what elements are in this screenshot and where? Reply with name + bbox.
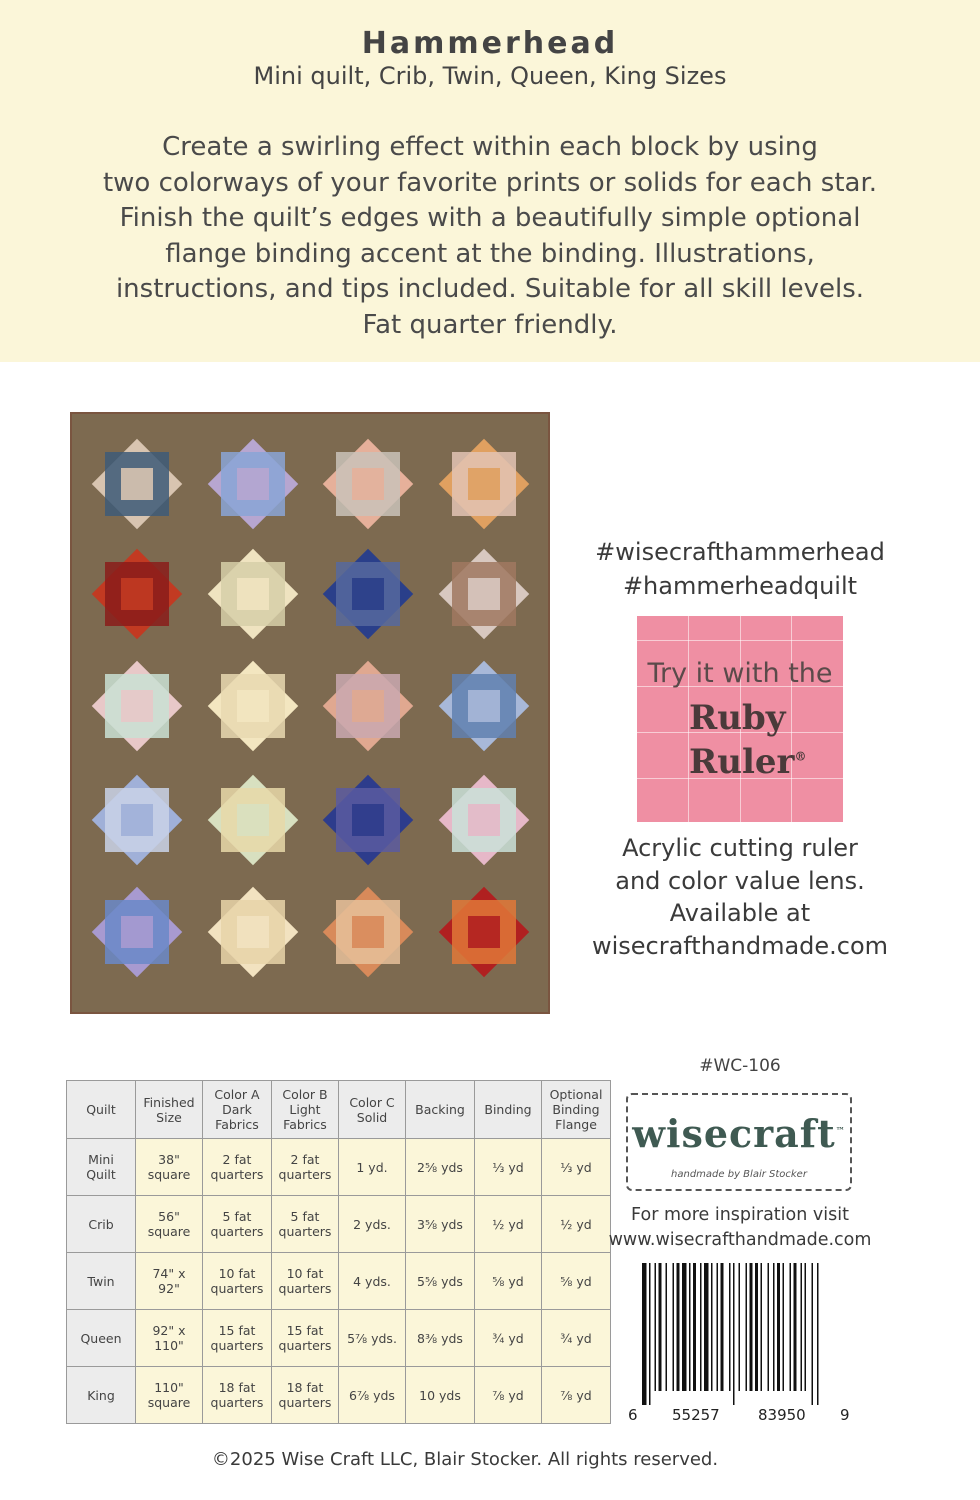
- description-line: Create a swirling effect within each block by using: [162, 132, 818, 162]
- table-cell: 15 fat quarters: [203, 1310, 272, 1367]
- table-row: [67, 1310, 611, 1367]
- ruler-line: Acrylic cutting ruler: [622, 834, 858, 862]
- sku-number: #WC-106: [699, 1056, 781, 1076]
- table-cell: 38" square: [136, 1139, 203, 1196]
- barcode-bar: [659, 1263, 662, 1391]
- table-cell: ¾ yd: [542, 1310, 611, 1367]
- quilt-photo: [70, 412, 550, 1014]
- quilt-star-block: [434, 544, 534, 644]
- barcode-bar: [817, 1263, 819, 1405]
- pattern-sizes-subtitle: Mini quilt, Crib, Twin, Queen, King Sizes: [253, 62, 727, 90]
- barcode-bar: [642, 1263, 647, 1405]
- quilt-size-name: Twin: [67, 1253, 136, 1310]
- table-cell: ⅝ yd: [542, 1253, 611, 1310]
- barcode-bar: [655, 1263, 657, 1391]
- table-cell: 2 fat quarters: [272, 1139, 339, 1196]
- quilt-star-block: [318, 882, 418, 982]
- inspiration-text: [590, 1203, 890, 1253]
- table-cell: 56" square: [136, 1196, 203, 1253]
- quilt-size-name: Crib: [67, 1196, 136, 1253]
- quilt-star-block: [203, 770, 303, 870]
- quilt-star-block: [87, 434, 187, 534]
- quilt-star-block: [434, 882, 534, 982]
- table-cell: 18 fat quarters: [272, 1367, 339, 1424]
- table-header-cell: Backing: [406, 1081, 475, 1139]
- table-header-cell: Color B Light Fabrics: [272, 1081, 339, 1139]
- quilt-star-block: [434, 656, 534, 756]
- table-cell: 2 fat quarters: [203, 1139, 272, 1196]
- pattern-description: [60, 130, 920, 343]
- table-cell: ½ yd: [542, 1196, 611, 1253]
- barcode-bar: [783, 1263, 785, 1391]
- table-header-cell: Quilt: [67, 1081, 136, 1139]
- ruler-line: Available at: [669, 899, 811, 927]
- table-cell: 10 yds: [406, 1367, 475, 1424]
- description-line: Finish the quilt’s edges with a beautifully simple optional: [119, 203, 861, 233]
- ruby-name: Ruby: [689, 698, 786, 738]
- table-cell: ½ yd: [475, 1196, 542, 1253]
- description-line: flange binding accent at the binding. Illustrations,: [165, 238, 815, 269]
- hashtag: #wisecrafthammerhead: [595, 538, 885, 566]
- table-cell: ¾ yd: [475, 1310, 542, 1367]
- table-cell: ⅓ yd: [542, 1139, 611, 1196]
- inspiration-line: For more inspiration visit: [631, 1205, 849, 1225]
- barcode-image: [640, 1263, 840, 1405]
- table-row: [67, 1367, 611, 1424]
- inspiration-website-link[interactable]: www.wisecrafthandmade.com: [608, 1230, 872, 1250]
- ruler-line: and color value lens.: [615, 866, 865, 895]
- logo-wordmark: wisecraft™: [632, 1111, 846, 1156]
- table-cell: ⅝ yd: [475, 1253, 542, 1310]
- barcode-bar: [773, 1263, 775, 1391]
- table-row: [67, 1253, 611, 1310]
- table-cell: 3⅝ yds: [406, 1196, 475, 1253]
- table-cell: 1 yd.: [339, 1139, 406, 1196]
- barcode-bar: [805, 1263, 807, 1391]
- table-cell: 92" x 110": [136, 1310, 203, 1367]
- table-cell: 5⅞ yds.: [339, 1310, 406, 1367]
- quilt-star-block: [87, 882, 187, 982]
- barcode-bar: [711, 1263, 713, 1391]
- barcode-digit: 83950: [758, 1406, 806, 1424]
- logo-tagline: handmade by Blair Stocker: [671, 1169, 807, 1180]
- quilt-size-name: King: [67, 1367, 136, 1424]
- barcode-bar: [689, 1263, 691, 1391]
- table-cell: 8⅜ yds: [406, 1310, 475, 1367]
- quilt-star-block: [203, 656, 303, 756]
- barcode-bar: [721, 1263, 724, 1391]
- barcode-bar: [704, 1263, 709, 1391]
- barcode-digit: 9: [840, 1406, 850, 1424]
- barcode-bar: [717, 1263, 719, 1391]
- table-header-cell: Color A Dark Fabrics: [203, 1081, 272, 1139]
- barcode-bar: [666, 1263, 668, 1391]
- barcode-bar: [761, 1263, 763, 1391]
- barcode-bar: [700, 1263, 702, 1391]
- table-cell: ⅞ yd: [475, 1367, 542, 1424]
- quilt-star-block: [318, 656, 418, 756]
- table-cell: 5 fat quarters: [203, 1196, 272, 1253]
- quilt-size-name: Mini Quilt: [67, 1139, 136, 1196]
- barcode-bar: [750, 1263, 753, 1391]
- table-header-cell: Finished Size: [136, 1081, 203, 1139]
- table-header-row: [67, 1081, 611, 1139]
- ruler-website-link[interactable]: wisecrafthandmade.com: [591, 931, 889, 960]
- table-cell: 2⅝ yds: [406, 1139, 475, 1196]
- barcode-bar: [755, 1263, 758, 1391]
- wisecraft-logo: [626, 1093, 852, 1191]
- quilt-star-block: [87, 770, 187, 870]
- table-header-cell: Color C Solid: [339, 1081, 406, 1139]
- quilt-star-block: [203, 882, 303, 982]
- barcode-bar: [746, 1263, 748, 1391]
- quilt-size-name: Queen: [67, 1310, 136, 1367]
- table-row: [67, 1139, 611, 1196]
- table-cell: 74" x 92": [136, 1253, 203, 1310]
- barcode-bar: [801, 1263, 803, 1391]
- barcode-digit: 6: [628, 1406, 638, 1424]
- table-cell: 5⅝ yds: [406, 1253, 475, 1310]
- quilt-star-block: [434, 434, 534, 534]
- barcode-bar: [733, 1263, 735, 1405]
- table-cell: 10 fat quarters: [203, 1253, 272, 1310]
- barcode-bar: [777, 1263, 780, 1391]
- quilt-star-block: [203, 434, 303, 534]
- barcode-bar: [794, 1263, 797, 1391]
- table-cell: 110" square: [136, 1367, 203, 1424]
- description-line: instructions, and tips included. Suitable for all skill levels.: [115, 274, 865, 304]
- barcode-bar: [790, 1263, 792, 1391]
- barcode-bar: [693, 1263, 696, 1391]
- table-cell: 4 yds.: [339, 1253, 406, 1310]
- barcode-bar: [739, 1263, 741, 1391]
- quilt-star-block: [318, 434, 418, 534]
- quilt-star-block: [203, 544, 303, 644]
- ruby-try-text: Try it with the: [647, 658, 833, 689]
- fabric-requirements-table: [66, 1080, 611, 1424]
- hashtag: #hammerheadquilt: [622, 572, 858, 600]
- ruby-ruler-ad: [637, 616, 843, 822]
- table-header-cell: Binding: [475, 1081, 542, 1139]
- table-cell: ⅞ yd: [542, 1367, 611, 1424]
- table-cell: 15 fat quarters: [272, 1310, 339, 1367]
- quilt-star-block: [87, 656, 187, 756]
- table-header-cell: Optional Binding Flange: [542, 1081, 611, 1139]
- table-row: [67, 1196, 611, 1253]
- description-line: Fat quarter friendly.: [362, 309, 618, 340]
- table-cell: 18 fat quarters: [203, 1367, 272, 1424]
- pattern-title: Hammerhead: [361, 26, 619, 61]
- quilt-star-block: [87, 544, 187, 644]
- table-cell: 10 fat quarters: [272, 1253, 339, 1310]
- ruler-name: Ruler®: [689, 742, 807, 782]
- table-cell: ⅓ yd: [475, 1139, 542, 1196]
- barcode-digit: 55257: [672, 1406, 720, 1424]
- barcode-bar: [682, 1263, 687, 1391]
- quilt-star-block: [318, 544, 418, 644]
- quilt-star-block: [318, 770, 418, 870]
- barcode-bar: [729, 1263, 731, 1391]
- barcode-bar: [812, 1263, 814, 1405]
- barcode-bar: [673, 1263, 675, 1391]
- table-cell: 6⅞ yds: [339, 1367, 406, 1424]
- description-line: two colorways of your favorite prints or solids for each star.: [102, 167, 878, 198]
- table-cell: 2 yds.: [339, 1196, 406, 1253]
- table-cell: 5 fat quarters: [272, 1196, 339, 1253]
- quilt-star-block: [434, 770, 534, 870]
- barcode-bar: [768, 1263, 770, 1391]
- copyright-notice: ©2025 Wise Craft LLC, Blair Stocker. All rights reserved.: [211, 1449, 719, 1470]
- ruler-description: [575, 832, 905, 962]
- barcode-bar: [677, 1263, 680, 1391]
- hashtags: [575, 535, 905, 603]
- barcode-bar: [649, 1263, 651, 1405]
